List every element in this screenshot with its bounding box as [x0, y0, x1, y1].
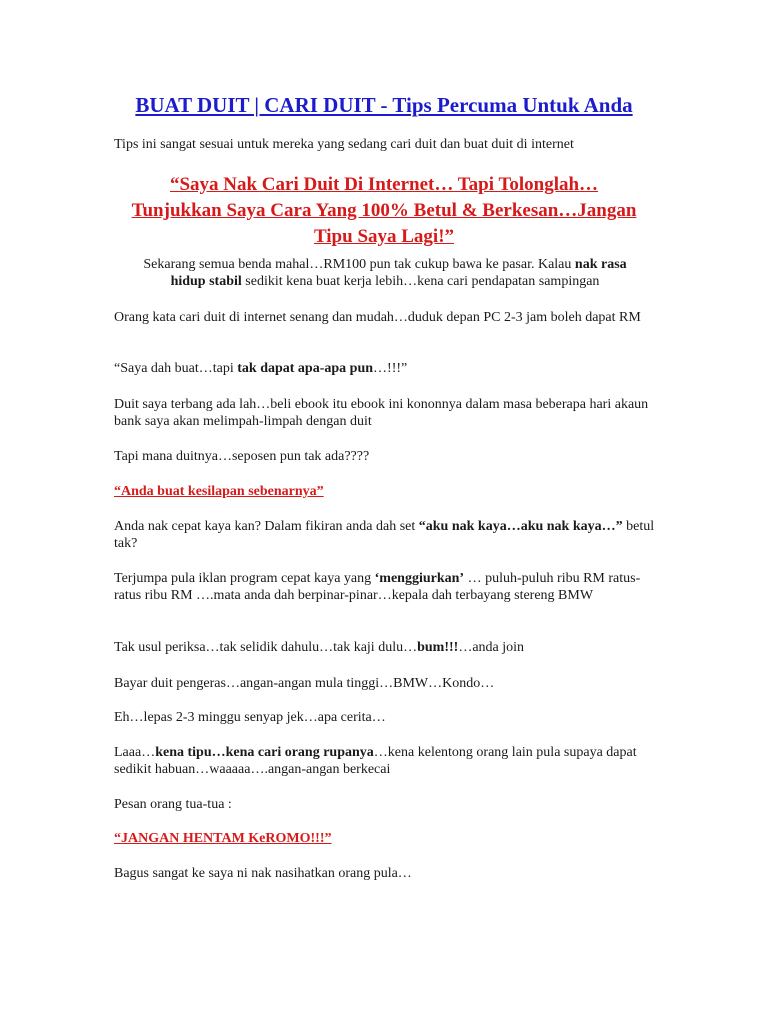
paragraph-4: Duit saya terbang ada lah…beli ebook itu ebook ini kononnya dalam masa beberapa hari akaun bank saya akan melimpah-limpah dengan duit — [114, 397, 649, 429]
paragraph-3-bold: tak dapat apa-apa pun — [237, 361, 374, 376]
paragraph-13: Pesan orang tua-tua : — [114, 797, 232, 812]
headline — [104, 172, 664, 250]
paragraph-7 — [114, 518, 659, 552]
paragraph-3 — [114, 360, 659, 377]
paragraph-3-text-end: …!!!” — [373, 361, 408, 376]
paragraph-9 — [114, 639, 659, 656]
paragraph-8-text-end: … puluh-puluh ribu RM ratus-ratus ribu RM ….mata anda dah berpinar-pinar…kepala dah terbayang stereng BMW — [114, 571, 641, 603]
paragraph-12-text-end: …kena kelentong orang lain pula supaya dapat sedikit habuan…waaaaa….angan-angan berkecai — [114, 745, 637, 777]
intro-text: Tips ini sangat sesuai untuk mereka yang sedang cari duit dan buat duit di internet — [114, 137, 574, 152]
paragraph-1-text-end: sedikit kena buat kerja lebih…kena cari pendapatan sampingan — [241, 274, 600, 289]
paragraph-8-bold: ‘menggiurkan’ — [374, 571, 465, 586]
paragraph-2: Orang kata cari duit di internet senang dan mudah…duduk depan PC 2-3 jam boleh dapat RM — [114, 310, 641, 325]
paragraph-1-text: Sekarang semua benda mahal…RM100 pun tak cukup bawa ke pasar. Kalau — [143, 257, 575, 272]
paragraph-8-text: Terjumpa pula iklan program cepat kaya yang — [114, 571, 375, 586]
headline-line-2: Tunjukkan Saya Cara Yang 100% Betul & Berkesan…Jangan — [131, 200, 637, 221]
headline-line-1: “Saya Nak Cari Duit Di Internet… Tapi Tolonglah… — [169, 174, 599, 195]
paragraph-11: Eh…lepas 2-3 minggu senyap jek…apa cerita… — [114, 710, 386, 725]
paragraph-9-text: Tak usul periksa…tak selidik dahulu…tak kaji dulu… — [114, 640, 418, 655]
paragraph-9-text-end: …anda join — [458, 640, 525, 655]
paragraph-15: Bagus sangat ke saya ni nak nasihatkan orang pula… — [114, 866, 412, 881]
paragraph-1-bold-1: nak rasa — [574, 257, 627, 272]
paragraph-7-text-end: betul tak? — [114, 519, 655, 551]
paragraph-1-bold-2: hidup stabil — [170, 274, 242, 289]
paragraph-12 — [114, 744, 659, 778]
highlight-mistake: “Anda buat kesilapan sebenarnya” — [114, 484, 324, 499]
paragraph-10: Bayar duit pengeras…angan-angan mula tinggi…BMW…Kondo… — [114, 676, 495, 691]
paragraph-5: Tapi mana duitnya…seposen pun tak ada???? — [114, 449, 370, 464]
page-title[interactable]: BUAT DUIT | CARI DUIT - Tips Percuma Untuk Anda — [135, 93, 633, 117]
paragraph-9-bold: bum!!! — [417, 640, 459, 655]
paragraph-12-bold: kena tipu…kena cari orang rupanya — [155, 745, 374, 760]
paragraph-3-text: “Saya dah buat…tapi — [114, 361, 238, 376]
highlight-warning: “JANGAN HENTAM KeROMO!!!” — [114, 831, 332, 846]
headline-line-3: Tipu Saya Lagi!” — [313, 226, 455, 247]
paragraph-7-bold: “aku nak kaya…aku nak kaya…” — [418, 519, 623, 534]
paragraph-1 — [105, 256, 665, 290]
paragraph-8 — [114, 570, 659, 604]
paragraph-7-text: Anda nak cepat kaya kan? Dalam fikiran anda dah set — [114, 519, 419, 534]
paragraph-12-text: Laaa… — [114, 745, 156, 760]
